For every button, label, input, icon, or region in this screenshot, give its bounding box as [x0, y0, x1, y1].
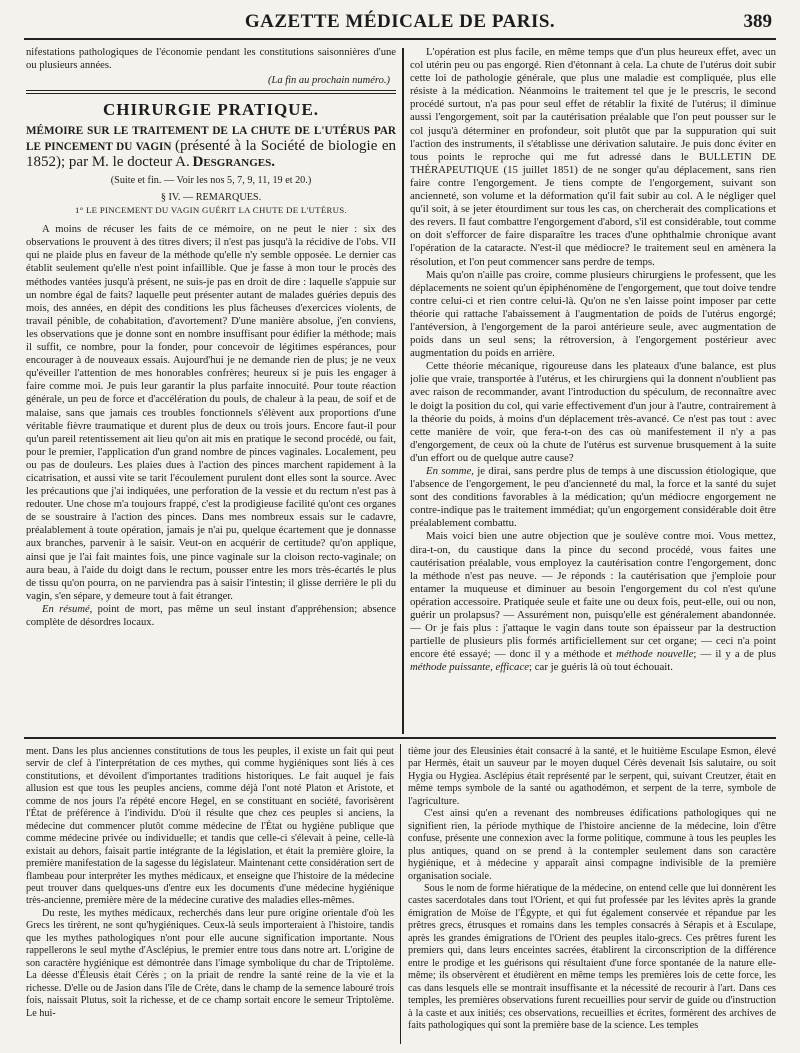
- italic-lead: En somme,: [426, 465, 474, 477]
- body-paragraph-objection: [410, 530, 776, 674]
- body-paragraph: ment. Dans les plus anciennes constitutions de tous les peuples, il existe un fait qui peut servir de clef à l'interprétation de ces mythes, qui comme hygiéniques sont liés à ces constitutions, et dévoilent d'importantes traditions historiques. Le fait auquel je fais allusion est que tous les peuples anciens, comme déjà l'ont noté Platon et Aristote, et comme de nos jours l'a répété encore Hegel, en se constituant en société, favorisèrent l'État de préférence à l'individu. D'où il résulte que chez ces peuples si anciens, la médecine dut commencer plutôt comme médecine de l'État ou hygiène publique que comme médecine privée ou individuelle; et tandis que celle-ci s'élevait à peine, celle-là existait au dehors, faisait partie intégrante de la législation, et était la première gloire, la première manifestation de la sagesse du législateur. Maintenant cette considération sert de flambeau pour interpréter les mythes médicaux, et enseigne que l'histoire de la médecine peut trouver dans quelques-uns d'entre eux les documents d'une médecine hygiénique très-ancienne, première mère de la médecine curative des maladies elles-mêmes.: [26, 746, 394, 907]
- page-number: 389: [743, 11, 772, 32]
- memoir-title: [26, 124, 396, 171]
- italic-phrase: méthode puissante, efficace: [410, 661, 530, 674]
- upper-left-column: [26, 46, 396, 736]
- paragraph-text: Mais voici bien une autre objection que je soulève contre moi. Vous mettez, dira-t-on, du caustique dans la pince du second procédé, vous faites une cautérisation préalable, vous employez la cautérisation contre l'engorgement, donc la méthode n'est pas neuve. — Je réponds : la cautérisation que j'emploie pour entamer la muqueuse et diminuer au besoin l'engorgement du col n'est qu'une opération accessoire. Pratiquée seule et faite une ou deux fois, peut-elle, oui ou non, guérir un prolapsus? — Assurément non, puisqu'elle est généralement abandonnée. — Or je fais plus : j'attaque le vagin dans toute son épaisseur par la destruction partielle de plusieurs plis formés artificiellement sur cet organe; — ceci n'a point encore été essayé; — donc il y a méthode et: [410, 530, 776, 661]
- section-title: CHIRURGIE PRATIQUE.: [102, 100, 320, 120]
- paragraph-text: ; car je guéris là où tout échouait.: [529, 661, 673, 674]
- body-paragraph: Du reste, les mythes médicaux, recherchés dans leur pure origine orientale d'où les Grecs les tirèrent, ne sont qu'hygiéniques. Ceux-là seuls importeraient à l'histoire, tandis que les mythes pathologiques n'ont pour elle aucune signification importante. Nous rappellerons le seul mythe d'Asclépius, le premier entre tous dans notre art. L'origine de son caractère hygiénique est démontrée dans l'image symbolique du char de Triptolème. La déesse d'Éleusis était Cérès ; on la priait de rendre la santé reine de la vie et la richesse. D'elle ou de Jasion dans l'île de Crète, dans le champ de la semence labouré trois fois, naissait Plutus, soit la richesse, et de ce champ sortait encore le semeur Triptolème. Le hui-: [26, 907, 394, 1019]
- body-paragraph: Cette théorie mécanique, rigoureuse dans les plateaux d'une balance, est plus jolie que vraie, transportée à l'utérus, et les chirurgiens qui la donnent n'oublient pas avec raison de recommander, avant l'introduction du spéculum, de reconnaître avec le doigt la position du col, qui varie effectivement d'un jour à l'autre, contrairement à la théorie du poids, à moins d'un déplacement très-avancé. Ce n'est pas tout : avec cette manière de voir, que fera-t-on des cas où manifestement il n'y a pas d'engorgement, de ceux où la chute de l'utérus est survenue brusquement à la suite d'un effort ou de quelque autre cause?: [410, 360, 776, 464]
- feuilleton-separator: [24, 737, 776, 739]
- body-paragraph: L'opération est plus facile, en même temps que d'un plus heureux effet, avec un col utérin peu ou pas engorgé. Rien d'étonnant à cela. La chute de l'utérus doit subir cette loi de pathologie générale, que plus une maladie est compliquée, plus elle résiste à la médication. Néanmoins le traitement tel que je le prescris, le second procédé surtout, n'a pas pour seul effet de rétablir la fixité de l'utérus; il diminue aussi l'engorgement, soit par la cautérisation préalable que l'on peut pousser sur le col jusqu'à déterminer en profondeur, soit plutôt que par la suppuration qui suit l'action des instruments, il s'établisse une dérivation salutaire. Je puis donc éviter en tous points le reproche qui me fut adressé dans le BULLETIN DE THÉRAPEUTIQUE (15 juillet 1851) de ne songer qu'au déplacement, sans rien faire contre l'engorgement. Je tiens compte de l'engorgement, suivant son ancienneté, son volume et la déformation qu'il fait subir au col. A le négliger quel qu'il soit, à se jeter étourdiment sur tous les cas, on chercherait des complications et des revers. Il faut combattre l'engorgement d'abord, s'il est considérable, tout comme on doit s'efforcer de faire disparaître les traces d'une ophthalmie chronique avant l'opération de la cataracte. N'est-il que médiocre? le traitement seul en amènera la résolution, et l'on peut commencer sans perdre de temps.: [410, 46, 776, 268]
- italic-lead: En résumé,: [42, 603, 93, 615]
- paragraph-text: ; — il y a de plus: [693, 648, 776, 661]
- body-paragraph: tième jour des Éleusinies était consacré à la santé, et le huitième Esculape Esmon, élevé par Hermès, était un sauveur par le moyen duquel Cérès devenait Isis salutaire, ou soit Hygia ou Hygiea. Asclépius était représenté par le serpent, qui, suivant Creutzer, était en même temps symbole de la santé ou agathodémon, et serpent de la terre, symbole de l'agriculture.: [408, 746, 776, 807]
- body-paragraph-somme: [410, 465, 776, 530]
- body-paragraph-resume: [26, 603, 396, 629]
- to-be-continued-note: (La fin au prochain numéro.): [267, 75, 390, 87]
- italic-phrase: méthode nouvelle: [616, 648, 694, 661]
- lower-right-column: [408, 746, 776, 1046]
- section-heading: § IV. — REMARQUES.: [160, 192, 262, 204]
- paragraph-text: point de mort, pas même un seul instant d'appréhension; absence complète de désordres locaux.: [26, 603, 396, 628]
- lower-left-column: [26, 746, 394, 1046]
- memoir-title-rest: (présenté à la Société de biologie en 1852); par M. le docteur A.: [26, 138, 396, 171]
- suite-note: (Suite et fin. — Voir les nos 5, 7, 9, 11, 19 et 20.): [110, 175, 312, 187]
- page-header: [24, 8, 776, 40]
- section-divider: [26, 90, 396, 94]
- body-paragraph: A moins de récuser les faits de ce mémoire, on ne peut le nier : six des observations le prouvent à des titres divers; il n'est pas jusqu'à la récidive de l'obs. VII qui ne plaide plus en faveur de la méthode qu'elle n'y semble opposée. Le dernier cas établit seulement qu'elle n'est point infaillible. Que je fasse à mon tour le procès des méthodes vantées jusqu'à présent, ne suis-je pas en droit de dire : laquelle s'appuie sur un nombre égal de faits? laquelle peut présenter autant de malades guéries depuis des mois, des années, en dépit des conditions les plus fâcheuses d'exercices violents, de travail pénible, de cohabitation, d'avortement? D'une manière absolue, j'en conviens, les observations que je donne sont en nombre insuffisant pour édifier la méthode; mais il suffit, ce nombre, pour la fonder, pour concevoir de légitimes espérances, pour encourager à de nouveaux essais. Aujourd'hui je ne demande rien de plus; je ne veux qu'éveiller l'attention de mes honorables confrères; heureux si je puis les engager à faire comme moi. Je puis leur garantir la plus parfaite innocuité. Pour toute réaction générale, un peu de force et d'accélération du pouls, de chaleur à la peau, de soif et de malaise, sans que jamais ces troubles fonctionnels s'élèvent aux proportions d'une véritable fièvre traumatique et durent plus de deux ou trois jours. Encore faut-il pour qu'un pareil retentissement ait lieu qu'on ait mis en pratique le second procédé, ou fait, pour le premier, l'application d'un grand nombre de pinces vaginales. Localement, peu ou pas de douleurs. Les plaies dues à l'action des pinces marchent rapidement à la cicatrisation, et aussi vite se tarit l'écoulement purulent dont elles sont la source. Avec les précautions que j'ai indiquées, une perforation de la vessie et du rectum n'est pas à redouter. Une chose m'a toujours frappé, c'est la prodigieuse facilité qu'ont ces organes de se soustraire à l'action des pinces. Dans mes nombreux essais sur le cadavre, préalablement à toute opération, jamais je n'ai pu, quelque écartement que je donnasse aux branches, parvenir à le saisir. Veut-on en acquérir de certitude? qu'on applique, ainsi que je l'ai fait maintes fois, une pince vaginale sur la cloison recto-vaginale; on aura beau, à l'aide du doigt dans le rectum, pousser entre les mors très-écartés le plus de tissu qu'on pourra, on ne parviendra pas à saisir l'intestin; il glisse derrière le pli du vagin, s'en sépare, y demeure tout à fait étranger.: [26, 224, 396, 602]
- upper-right-column: [410, 46, 776, 736]
- memoir-title-caps: MÉMOIRE SUR LE TRAITEMENT DE LA CHUTE DE L'UTÉRUS PAR LE PINCEMENT DU VAGIN: [26, 125, 396, 154]
- body-paragraph: Mais qu'on n'aille pas croire, comme plusieurs chirurgiens le professent, que les déplacements ne soient qu'un épiphénomène de l'engorgement, que tout doive tendre contre celui-ci et rien contre celui-là. Qu'on ne s'en laisse point imposer par cette théorie qui rattache l'abaissement à l'augmentation de poids de l'utérus engorgé; l'antéversion, à l'engorgement de la paroi antérieure seule, avec augmentation de poids dans un seul sens; la rétroversion, à l'engorgement postérieur avec augmentation du poids en arrière.: [410, 268, 776, 360]
- body-paragraph: C'est ainsi qu'en a revenant des nombreuses édifications pathologiques qui ne signifient rien, la période mythique de l'histoire ancienne de la médecine, loin d'être confuse, présente une connexion avec la forme politique, commune à tous les peuples les plus antiques, quand on se prend à la contempler seulement dans son caractère hygiénique, et à médecine y apparaît ainsi compagne indivisible de la première organisation sociale.: [408, 808, 776, 882]
- memoir-author: Desgranges.: [192, 154, 275, 171]
- subheading: 1° LE PINCEMENT DU VAGIN GUÉRIT LA CHUTE DE L'UTÉRUS.: [74, 205, 348, 216]
- journal-title: GAZETTE MÉDICALE DE PARIS.: [244, 11, 556, 32]
- column-divider: [402, 48, 404, 734]
- continued-text: nifestations pathologiques de l'économie pendant les constitutions saisonnières d'une ou plusieurs années.: [26, 47, 396, 72]
- paragraph-text: je dirai, sans perdre plus de temps à une discussion étiologique, que l'absence de l'engorgement, le peu d'ancienneté du mal, la force et la santé du sujet sont des conditions favorables à la médication; qu'un médiocre engorgement ne contre-indique pas le traitement immédiat; qu'un engorgement considérable doit être préalablement combattu.: [410, 465, 776, 530]
- column-divider: [400, 744, 401, 1044]
- body-paragraph: Sous le nom de forme hiératique de la médecine, on entend celle que lui donnèrent les castes sacerdotales dans tout l'Orient, et qui fut professée par les lévites après la grande émigration de Moïse de l'Égypte, et qui fut également conservée et répandue par les prêtres grecs, étrusques et romains dans les temples consacrés à Sérapis et à Esculape, après les grandes émigrations de l'Orient des peuples italo-grecs. Ces prêtres furent les premiers qui, dans leurs enceintes sacrées, établirent la circonscription de la différence entre le prodige et les guérisons qui résultaient d'une force spontanée de la nature elle-même; ils observèrent et étudièrent en même temps les premières lois de cette force, les cas dans lesquels elle se montrait insuffisante et la nécessité de recourir à l'art. Dans ces temples, les premières observations furent recueillies pour servir de guide ou d'instruction à la caste et aux initiés; ces observations, recueillies et écrites, formèrent des archives de faits pathologiques qui sont la première base de la science. Les temples: [408, 882, 776, 1031]
